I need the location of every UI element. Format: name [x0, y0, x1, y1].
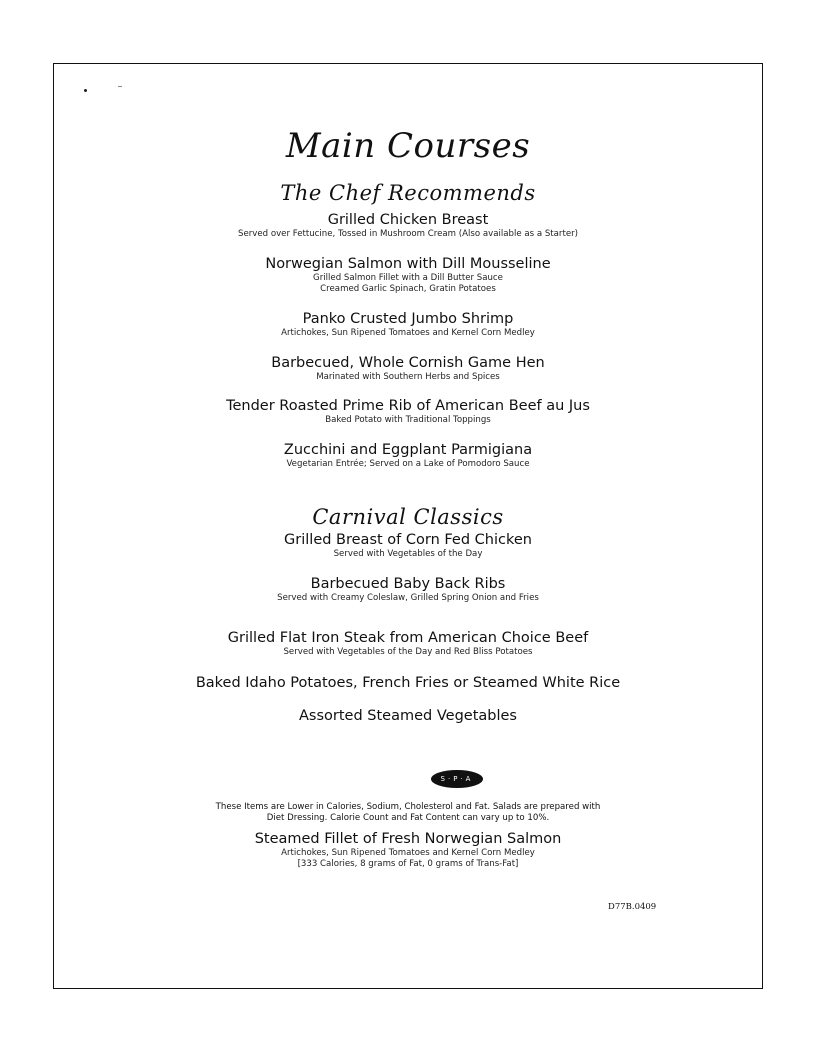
item-name: Barbecued Baby Back Ribs [310, 576, 506, 592]
item-name: Grilled Breast of Corn Fed Chicken [284, 532, 532, 548]
item-name: Zucchini and Eggplant Parmigiana [283, 442, 533, 458]
menu-item [53, 212, 763, 240]
item-name: Grilled Chicken Breast [327, 212, 489, 228]
spa-logo: S·P·A [431, 770, 483, 788]
item-desc: [333 Calories, 8 grams of Fat, 0 grams of Trans-Fat] [297, 859, 519, 869]
item-desc: Served over Fettucine, Tossed in Mushroom Cream (Also available as a Starter) [237, 229, 579, 239]
menu-item [53, 256, 763, 295]
item-name: Assorted Steamed Vegetables [299, 708, 517, 724]
item-desc: Creamed Garlic Spinach, Gratin Potatoes [320, 284, 496, 294]
section-heading-chef-recommends: The Chef Recommends [280, 181, 536, 205]
item-name: Norwegian Salmon with Dill Mousseline [265, 256, 551, 272]
item-desc: Marinated with Southern Herbs and Spices [316, 372, 500, 382]
item-desc: Served with Vegetables of the Day [333, 549, 483, 559]
item-name: Steamed Fillet of Fresh Norwegian Salmon [254, 831, 562, 847]
item-name: Baked Idaho Potatoes, French Fries or Steamed White Rice [195, 675, 621, 691]
page-title: Main Courses [285, 126, 531, 166]
item-name: Tender Roasted Prime Rib of American Beef au Jus [226, 398, 590, 414]
spa-note-line: These Items are Lower in Calories, Sodium, Cholesterol and Fat. Salads are prepared with [215, 802, 601, 812]
menu-item [53, 630, 763, 658]
item-name: Barbecued, Whole Cornish Game Hen [271, 355, 545, 371]
spa-note [53, 802, 763, 824]
item-desc: Baked Potato with Traditional Toppings [325, 415, 491, 425]
menu-item [53, 442, 763, 470]
item-desc: Served with Creamy Coleslaw, Grilled Spring Onion and Fries [277, 593, 539, 603]
scan-speck [118, 86, 122, 87]
menu-item [53, 398, 763, 426]
item-name: Panko Crusted Jumbo Shrimp [302, 311, 514, 327]
item-desc: Artichokes, Sun Ripened Tomatoes and Kernel Corn Medley [281, 328, 535, 338]
menu-item [53, 708, 763, 725]
menu-code: D77B.0409 [608, 902, 657, 912]
item-desc: Artichokes, Sun Ripened Tomatoes and Kernel Corn Medley [281, 848, 535, 858]
item-name: Grilled Flat Iron Steak from American Choice Beef [227, 630, 589, 646]
spa-menu-item [53, 831, 763, 870]
menu-item [53, 576, 763, 604]
menu-item [53, 355, 763, 383]
section-heading-carnival-classics: Carnival Classics [312, 505, 504, 529]
spa-note-line: Diet Dressing. Calorie Count and Fat Content can vary up to 10%. [266, 813, 550, 823]
item-desc: Served with Vegetables of the Day and Red Bliss Potatoes [283, 647, 533, 657]
menu-item [53, 311, 763, 339]
menu-item [53, 675, 763, 692]
menu-item [53, 532, 763, 560]
item-desc: Grilled Salmon Fillet with a Dill Butter Sauce [313, 273, 503, 283]
scan-speck [84, 89, 87, 92]
item-desc: Vegetarian Entrée; Served on a Lake of Pomodoro Sauce [286, 459, 530, 469]
